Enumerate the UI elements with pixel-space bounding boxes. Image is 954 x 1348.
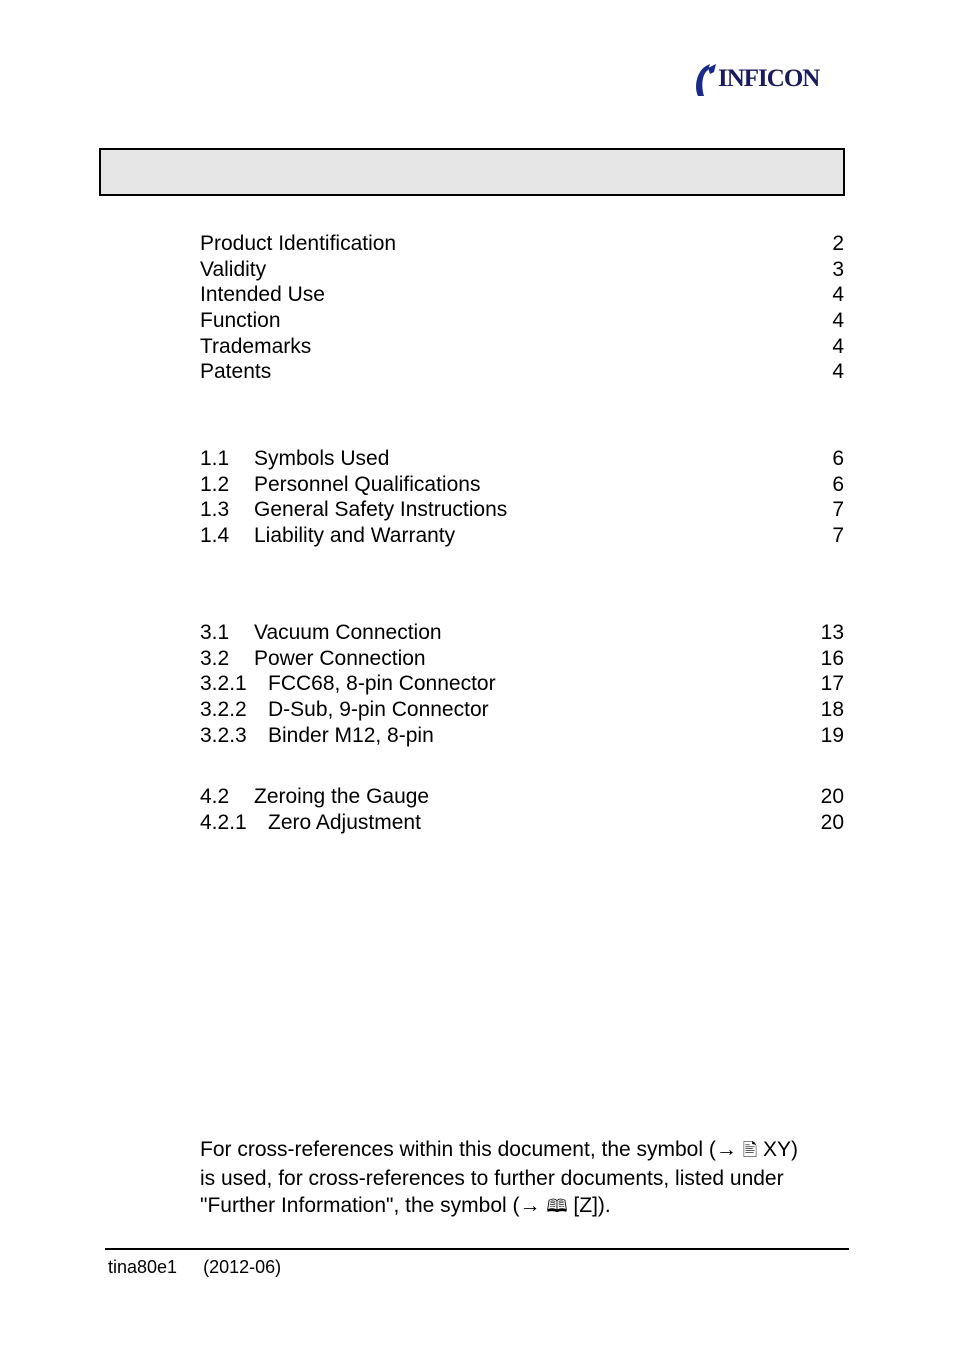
note-text: XY)	[757, 1138, 799, 1161]
toc-group-3	[200, 620, 844, 748]
toc-entry-page: 20	[820, 810, 844, 834]
toc-entry[interactable]	[200, 620, 844, 646]
toc-entry[interactable]	[200, 523, 844, 549]
toc-entry-page: 17	[820, 672, 844, 696]
toc-entry[interactable]	[200, 810, 844, 836]
toc-group-1	[200, 231, 844, 385]
toc-entry-label: Patents	[200, 360, 272, 384]
toc-entry-number: 3.2.3	[200, 723, 247, 747]
toc-entry-label: Binder M12, 8-pin	[268, 723, 434, 747]
note-text: [Z]).	[567, 1194, 611, 1217]
toc-group-2	[200, 446, 844, 549]
book-icon: 🕮	[546, 1196, 568, 1216]
inficon-logo	[692, 62, 848, 98]
toc-entry-page: 6	[832, 472, 844, 496]
toc-entry-page: 4	[832, 309, 844, 333]
toc-entry-label: Product Identification	[200, 232, 397, 255]
toc-entry-label: Vacuum Connection	[254, 621, 442, 644]
toc-entry[interactable]	[200, 446, 844, 472]
toc-entry-page: 20	[820, 785, 844, 808]
toc-entry-number: 3.2	[200, 646, 230, 670]
toc-entry[interactable]	[200, 671, 844, 697]
toc-entry-page: 4	[832, 360, 844, 384]
toc-entry-number: 4.2	[200, 785, 230, 808]
toc-entry[interactable]	[200, 359, 844, 385]
note-text: For cross-references within this document, the symbol (→	[200, 1138, 743, 1161]
toc-entry-label: Personnel Qualifications	[254, 472, 481, 496]
toc-entry-label: Intended Use	[200, 283, 325, 307]
brand-name: INFICON	[718, 65, 820, 92]
document-icon: 🖹	[742, 1140, 758, 1160]
toc-entry-page: 2	[832, 232, 844, 255]
toc-entry-label: FCC68, 8-pin Connector	[268, 672, 496, 696]
toc-entry[interactable]	[200, 231, 844, 257]
footer	[108, 1257, 307, 1278]
toc-entry[interactable]	[200, 646, 844, 672]
toc-entry-page: 4	[832, 283, 844, 307]
toc-entry-number: 1.3	[200, 498, 230, 522]
toc-entry-page: 6	[832, 447, 844, 470]
footer-date: (2012-06)	[203, 1257, 282, 1277]
toc-entry-label: General Safety Instructions	[254, 498, 508, 522]
toc-entry-page: 3	[832, 257, 844, 281]
note-text: "Further Information", the symbol (→	[200, 1194, 547, 1217]
toc-entry-number: 4.2.1	[200, 810, 247, 834]
chapter-title-box	[99, 148, 845, 196]
toc-entry-label: Symbols Used	[254, 447, 390, 470]
toc-group-4	[200, 784, 844, 835]
toc-entry-number: 1.1	[200, 447, 230, 470]
toc-entry-label: Liability and Warranty	[254, 524, 456, 548]
toc-entry-number: 3.2.1	[200, 672, 247, 696]
toc-entry[interactable]	[200, 497, 844, 523]
toc-entry[interactable]	[200, 472, 844, 498]
toc-entry[interactable]	[200, 308, 844, 334]
toc-entry-label: D-Sub, 9-pin Connector	[268, 698, 489, 722]
inficon-swoosh-icon	[692, 62, 720, 98]
toc-entry-label: Function	[200, 309, 281, 333]
toc-entry-page: 7	[832, 498, 844, 522]
toc-entry-label: Power Connection	[254, 646, 426, 670]
toc-entry-page: 18	[820, 698, 844, 722]
toc-entry-number: 1.4	[200, 524, 230, 548]
toc-entry[interactable]	[200, 257, 844, 283]
footer-divider	[105, 1248, 849, 1250]
note-line-2: is used, for cross-references to further documents, listed under	[200, 1166, 784, 1190]
toc-entry-page: 13	[820, 621, 844, 644]
toc-entry-number: 1.2	[200, 472, 230, 496]
toc-entry[interactable]	[200, 282, 844, 308]
toc-entry-label: Zero Adjustment	[268, 810, 421, 834]
note-line-1	[200, 1136, 850, 1165]
toc-entry[interactable]	[200, 723, 844, 749]
toc-entry-label: Trademarks	[200, 334, 312, 358]
note-line-3	[200, 1192, 850, 1221]
toc-entry-page: 7	[832, 524, 844, 548]
toc-entry-page: 19	[820, 723, 844, 747]
footer-doc-id: tina80e1	[108, 1257, 178, 1277]
toc-entry-page: 4	[832, 334, 844, 358]
toc-entry-label: Zeroing the Gauge	[254, 785, 430, 808]
cross-reference-note	[200, 1136, 850, 1221]
toc-entry-number: 3.2.2	[200, 698, 247, 722]
toc-entry-number: 3.1	[200, 621, 230, 644]
toc-entry[interactable]	[200, 697, 844, 723]
toc-entry-label: Validity	[200, 257, 267, 281]
toc-entry[interactable]	[200, 334, 844, 360]
toc-entry[interactable]	[200, 784, 844, 810]
toc-entry-page: 16	[820, 646, 844, 670]
